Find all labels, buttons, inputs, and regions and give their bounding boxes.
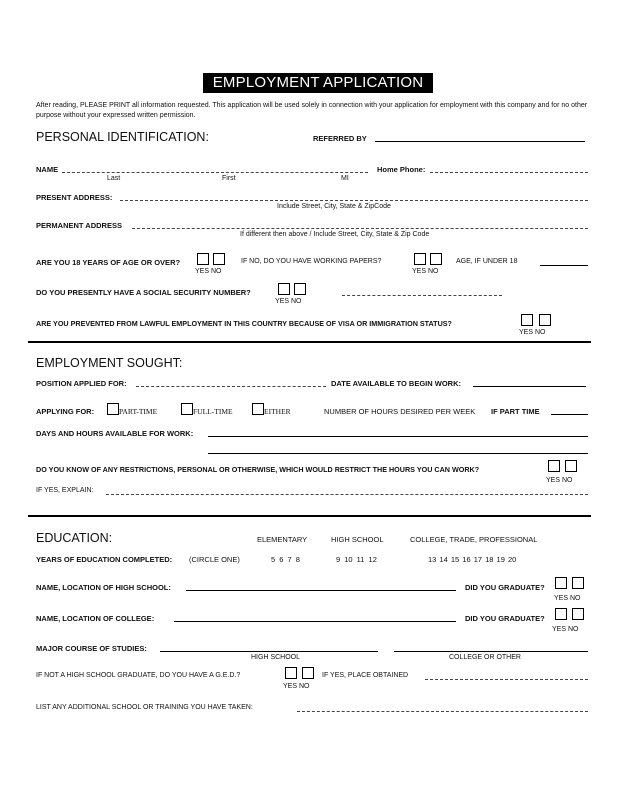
name-sub-mi: MI (341, 175, 349, 182)
restrictions-no-checkbox[interactable] (565, 460, 577, 472)
years-completed-label: YEARS OF EDUCATION COMPLETED: (36, 555, 173, 564)
name-label: NAME (36, 165, 59, 174)
papers-yes-no-label: YES NO (412, 268, 439, 275)
visa-yes-no-label: YES NO (519, 329, 546, 336)
ged-no-checkbox[interactable] (302, 667, 314, 679)
name-field[interactable] (62, 172, 368, 173)
hs-graduate-label: DID YOU GRADUATE? (465, 583, 545, 592)
full-time-label: FULL-TIME (193, 407, 233, 416)
ged-yes-checkbox[interactable] (285, 667, 297, 679)
major-college-label: COLLEGE OR OTHER (449, 654, 521, 661)
additional-training-label: LIST ANY ADDITIONAL SCHOOL OR TRAINING YOU HAVE TAKEN: (36, 704, 253, 711)
explain-field[interactable] (106, 494, 588, 495)
home-phone-label: Home Phone: (377, 165, 426, 174)
college-grad-no-checkbox[interactable] (572, 608, 584, 620)
permanent-address-hint: If different then above / Include Street, City, State & Zip Code (240, 231, 430, 238)
visa-yes-checkbox[interactable] (521, 314, 533, 326)
major-hs-field[interactable] (160, 651, 378, 652)
present-address-hint: Include Street, City, State & ZipCode (277, 203, 391, 210)
hs-grad-yes-no-label: YES NO (554, 595, 581, 602)
ssn-no-checkbox[interactable] (294, 283, 306, 295)
col-high-school: HIGH SCHOOL (331, 535, 384, 544)
years-high-school[interactable]: 9 10 11 12 (336, 555, 377, 564)
employment-heading: EMPLOYMENT SOUGHT: (36, 356, 183, 370)
college-name-label: NAME, LOCATION OF COLLEGE: (36, 614, 155, 623)
hs-grad-no-checkbox[interactable] (572, 577, 584, 589)
col-elementary: ELEMENTARY (257, 535, 308, 544)
permanent-address-field[interactable] (132, 228, 588, 229)
major-college-field[interactable] (394, 651, 588, 652)
restrictions-yes-no-label: YES NO (546, 477, 573, 484)
college-grad-yes-no-label: YES NO (552, 626, 579, 633)
restrictions-question: DO YOU KNOW OF ANY RESTRICTIONS, PERSONAL OR OTHERWISE, WHICH WOULD RESTRICT THE HOURS YOU CAN WORK? (36, 465, 480, 474)
papers-yes-checkbox[interactable] (414, 253, 426, 265)
col-college: COLLEGE, TRADE, PROFESSIONAL (410, 535, 538, 544)
applying-for-label: APPLYING FOR: (36, 407, 95, 416)
age-question: ARE YOU 18 YEARS OF AGE OR OVER? (36, 258, 181, 267)
ged-place-label: IF YES, PLACE OBTAINED (322, 672, 409, 679)
visa-no-checkbox[interactable] (539, 314, 551, 326)
ssn-question: DO YOU PRESENTLY HAVE A SOCIAL SECURITY NUMBER? (36, 288, 251, 297)
years-elementary[interactable]: 5 6 7 8 (271, 555, 301, 564)
visa-question: ARE YOU PREVENTED FROM LAWFUL EMPLOYMENT IN THIS COUNTRY BECAUSE OF VISA OR IMMIGRATION STATUS? (36, 319, 452, 328)
form-title: EMPLOYMENT APPLICATION (203, 73, 433, 93)
name-sub-last: Last (107, 175, 121, 182)
days-hours-label: DAYS AND HOURS AVAILABLE FOR WORK: (36, 429, 194, 438)
days-hours-field[interactable] (208, 436, 588, 437)
intro-text: After reading, PLEASE PRINT all information requested. This application will be used solely in connection with your application for employment with this company and for no other purpose without your expressed written permission. (36, 102, 588, 119)
name-sub-first: First (222, 175, 236, 182)
hs-grad-yes-checkbox[interactable] (555, 577, 567, 589)
hs-name-field[interactable] (186, 590, 456, 591)
personal-heading: PERSONAL IDENTIFICATION: (36, 130, 209, 144)
full-time-checkbox[interactable] (181, 403, 193, 415)
papers-no-checkbox[interactable] (430, 253, 442, 265)
hours-field[interactable] (551, 414, 588, 415)
section-divider (28, 341, 591, 343)
referred-by-field[interactable] (375, 141, 585, 142)
college-grad-yes-checkbox[interactable] (555, 608, 567, 620)
years-college[interactable]: 13 14 15 16 17 18 19 20 (428, 555, 517, 564)
college-graduate-label: DID YOU GRADUATE? (465, 614, 545, 623)
part-time-checkbox[interactable] (107, 403, 119, 415)
age-yes-no-label: YES NO (195, 268, 222, 275)
ssn-yes-no-label: YES NO (275, 298, 302, 305)
major-label: MAJOR COURSE OF STUDIES: (36, 644, 147, 653)
either-checkbox[interactable] (252, 403, 264, 415)
days-hours-field-2[interactable] (208, 453, 588, 454)
ged-question: IF NOT A HIGH SCHOOL GRADUATE, DO YOU HAVE A G.E.D.? (36, 672, 241, 679)
position-field[interactable] (136, 386, 326, 387)
if-part-time-label: IF PART TIME (491, 407, 540, 416)
age-no-checkbox[interactable] (213, 253, 225, 265)
additional-training-field[interactable] (297, 711, 588, 712)
ssn-field[interactable] (342, 295, 502, 296)
ssn-yes-checkbox[interactable] (278, 283, 290, 295)
position-label: POSITION APPLIED FOR: (36, 379, 127, 388)
permanent-address-label: PERMANENT ADDRESS (36, 221, 122, 230)
referred-by-label: REFERRED BY (313, 134, 367, 143)
restrictions-yes-checkbox[interactable] (548, 460, 560, 472)
ged-yes-no-label: YES NO (283, 683, 310, 690)
date-available-field[interactable] (473, 386, 586, 387)
major-hs-label: HIGH SCHOOL (251, 654, 301, 661)
hs-name-label: NAME, LOCATION OF HIGH SCHOOL: (36, 583, 171, 592)
date-available-label: DATE AVAILABLE TO BEGIN WORK: (331, 379, 461, 388)
circle-one-label: (CIRCLE ONE) (189, 555, 240, 564)
ged-place-field[interactable] (425, 679, 588, 680)
if-yes-explain-label: IF YES, EXPLAIN: (36, 487, 94, 494)
section-divider (28, 515, 591, 517)
present-address-label: PRESENT ADDRESS: (36, 193, 113, 202)
age-yes-checkbox[interactable] (197, 253, 209, 265)
home-phone-field[interactable] (430, 172, 588, 173)
hours-per-week-label: NUMBER OF HOURS DESIRED PER WEEK (324, 407, 476, 416)
working-papers-question: IF NO, DO YOU HAVE WORKING PAPERS? (241, 258, 382, 265)
education-heading: EDUCATION: (36, 531, 113, 545)
part-time-label: PART-TIME (119, 407, 158, 416)
present-address-field[interactable] (120, 200, 588, 201)
either-label: EITHER (264, 407, 291, 416)
college-name-field[interactable] (174, 621, 456, 622)
age-under-field[interactable] (540, 265, 588, 266)
age-under-label: AGE, IF UNDER 18 (456, 258, 518, 265)
